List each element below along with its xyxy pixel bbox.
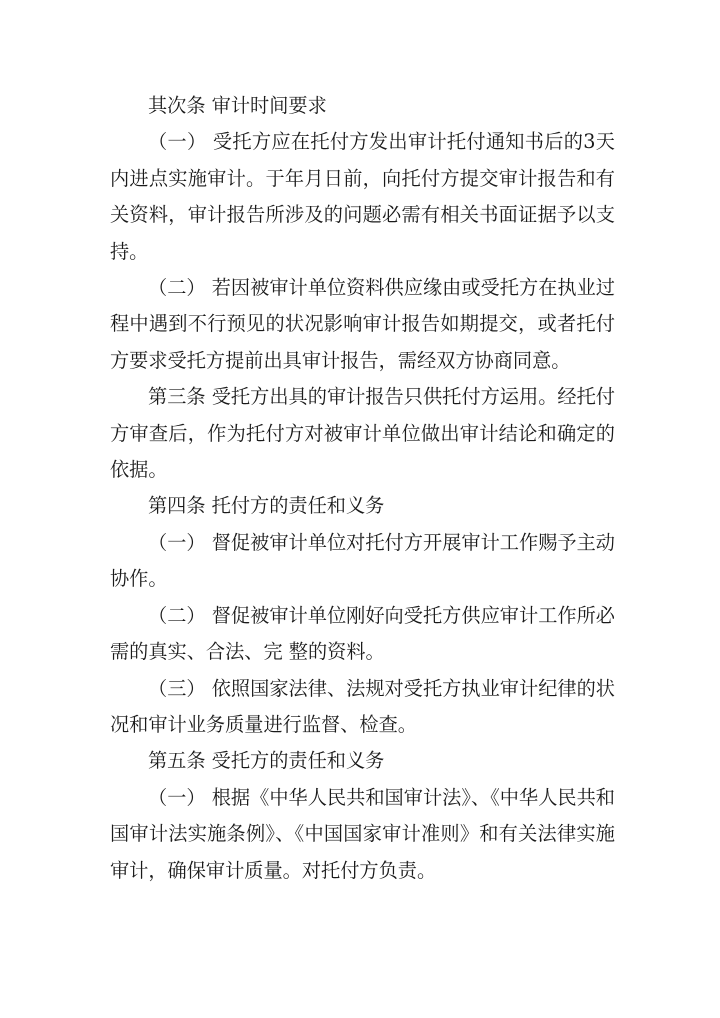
heading-article-5: 第五条 受托方的责任和义务: [148, 749, 385, 773]
paragraph-4-1: （一） 督促被审计单位对托付方开展审计工作赐予主动协作。: [110, 530, 615, 591]
paragraph-article-3: 第三条 受托方出具的审计报告只供托付方运用。经托付方审查后，作为托付方对被审计单位做出审计结论和确定的依据。: [110, 385, 615, 482]
paragraph-5-1: （一） 根据《中华人民共和国审计法》、《中华人民共和国审计法实施条例》、《中国国家审计准则》和有关法律实施审计，确保审计质量。对托付方负责。: [110, 785, 615, 882]
paragraph-4-3: （三） 依照国家法律、法规对受托方执业审计纪律的状况和审计业务质量进行监督、检查。: [110, 676, 615, 736]
paragraph-2-1: （一） 受托方应在托付方发出审计托付通知书后的3天内进点实施审计。于年月日前，向托付方提交审计报告和有关资料，审计报告所涉及的问题必需有相关书面证据予以支持。: [110, 130, 615, 263]
heading-article-2: 其次条 审计时间要求: [148, 94, 327, 117]
paragraph-2-2: （二） 若因被审计单位资料供应缘由或受托方在执业过程中遇到不行预见的状况影响审计报告如期提交，或者托付方要求受托方提前出具审计报告，需经双方协商同意。: [110, 276, 615, 372]
paragraph-4-2: （二） 督促被审计单位刚好向受托方供应审计工作所必需的真实、合法、完 整的资料。: [110, 603, 615, 664]
document-page: [110, 88, 615, 889]
heading-article-4: 第四条 托付方的责任和义务: [148, 494, 385, 518]
